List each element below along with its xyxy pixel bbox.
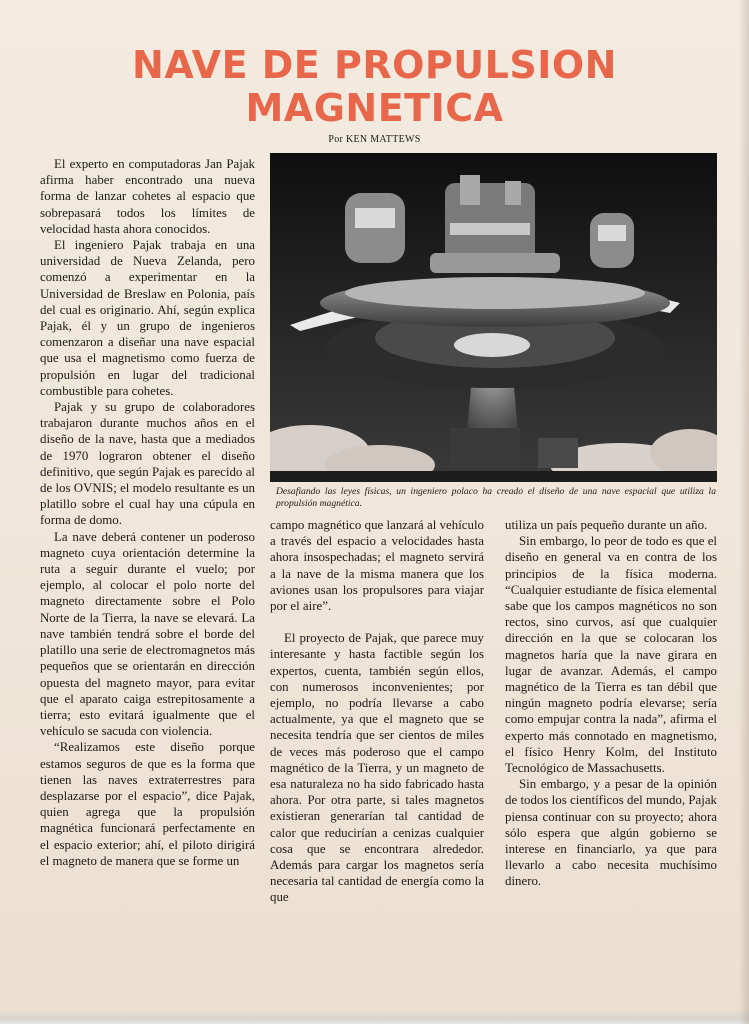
ufo-spaceship-illustration [270,153,717,482]
page-bottom-edge [0,1010,749,1024]
text-column-1 [40,156,255,869]
paragraph: campo magnético que lanzará al vehículo a través del espacio a velocidades hasta ahora insospechadas; el magneto servirá a la nave de la misma manera que los aviones usan los propulsores para viajar por el aire”. [270,518,484,614]
spaceship-image [270,153,717,482]
paragraph: Pajak y su grupo de colaboradores trabajaron durante muchos años en el diseño de la nave, hasta que a mediados de 1970 lograron obtener el diseño definitivo, que según Pajak es parecido al de los OVNIS; el modelo resultante es un platillo sobre el cual hay una cúpula en forma de domo. [40,400,255,528]
paragraph: El ingeniero Pajak trabaja en una universidad de Nueva Zelanda, pero comenzó a experimentar en la Universidad de Breslaw en Polonia, país del cual es originario. Ahí, según explica Pajak, él y un grupo de ingenieros comenzaron a diseñar una nave espacial que usa el magnetismo como fuerza de propulsión en lugar del tradicional combustible para cohetes. [40,238,255,398]
paragraph: Sin embargo, lo peor de todo es que el diseño en general va en contra de los principios de la física moderna. “Cualquier estudiante de física elemental sabe que los campos magnéticos no son rectos, sino curvos, así que cualquier dirección en la que se colocaran los magnetos haría que la nave girara en lugar de avanzar. Además, el campo magnético de la Tierra es tan débil que ningún magneto podría elevarse; sería como empujar contra la nada”, afirma el experto más connotado en magnetismo, el físico Henry Kolm, del Instituto Tecnológico de Massachusetts. [505,534,717,776]
paragraph: utiliza un país pequeño durante un año. [505,518,708,532]
paragraph: “Realizamos este diseño porque estamos seguros de que es la forma que tienen las naves extraterrestres para desplazarse por el espacio”, dice Pajak, quien agrega que la propulsión magnética funcionará perfectamente en el espacio exterior; ahí, el piloto dirigirá el magneto de manera que se forme un [40,740,255,868]
article-byline: Por KEN MATTEWS [328,134,421,145]
paragraph: El proyecto de Pajak, que parece muy interesante y hasta factible según los expertos, cuenta, también según ellos, con numerosos inconvenientes; por ejemplo, no podría llevarse a cabo actualmente, ya que el magneto que se necesita tendría que ser cientos de miles de veces más poderoso que el campo magnético de la Tierra, y un magneto de esa naturaleza no ha sido fabricado hasta ahora. Por otra parte, si tales magnetos existieran generarían tal cantidad de calor que reducirían a cenizas cualquier cosa que se encontrara alrededor. Además para cargar los magnetos sería necesaria tal cantidad de energía como la que [270,631,484,905]
paragraph: La nave deberá contener un poderoso magneto cuya orientación determine la ruta a seguir durante el vuelo; por ejemplo, al colocar el polo norte del magneto directamente sobre el Polo Norte de la Tierra, la nave se elevará. La nave también tendrá sobre el borde del platillo una serie de electromagnetos más pequeños que se orientarán en dirección opuesta del magneto mayor, para evitar que el aparato caiga estrepitosamente a tierra; esto evitará igualmente que el vehículo se sacuda con violencia. [40,529,255,739]
article-title-line-2: MAGNETICA [245,86,504,130]
text-column-2 [270,517,484,906]
photo-caption: Desafiando las leyes físicas, un ingeniero polaco ha creado el diseño de una nave espacial que utiliza la propulsión magnética. [276,486,716,509]
article-title-line-1: NAVE DE PROPULSION [132,43,617,87]
paragraph: El experto en computadoras Jan Pajak afirma haber encontrado una nueva forma de lanzar cohetes al espacio que sobrepasará todos los límites de velocidad hasta ahora conocidos. [40,157,255,236]
paragraph: Sin embargo, y a pesar de la opinión de todos los científicos del mundo, Pajak piensa continuar con su proyecto; ahora sólo espera que algún gobierno se interese en financiarlo, ya que para llevarlo a cabo necesita muchísimo dinero. [505,777,717,889]
text-column-3 [505,517,717,890]
